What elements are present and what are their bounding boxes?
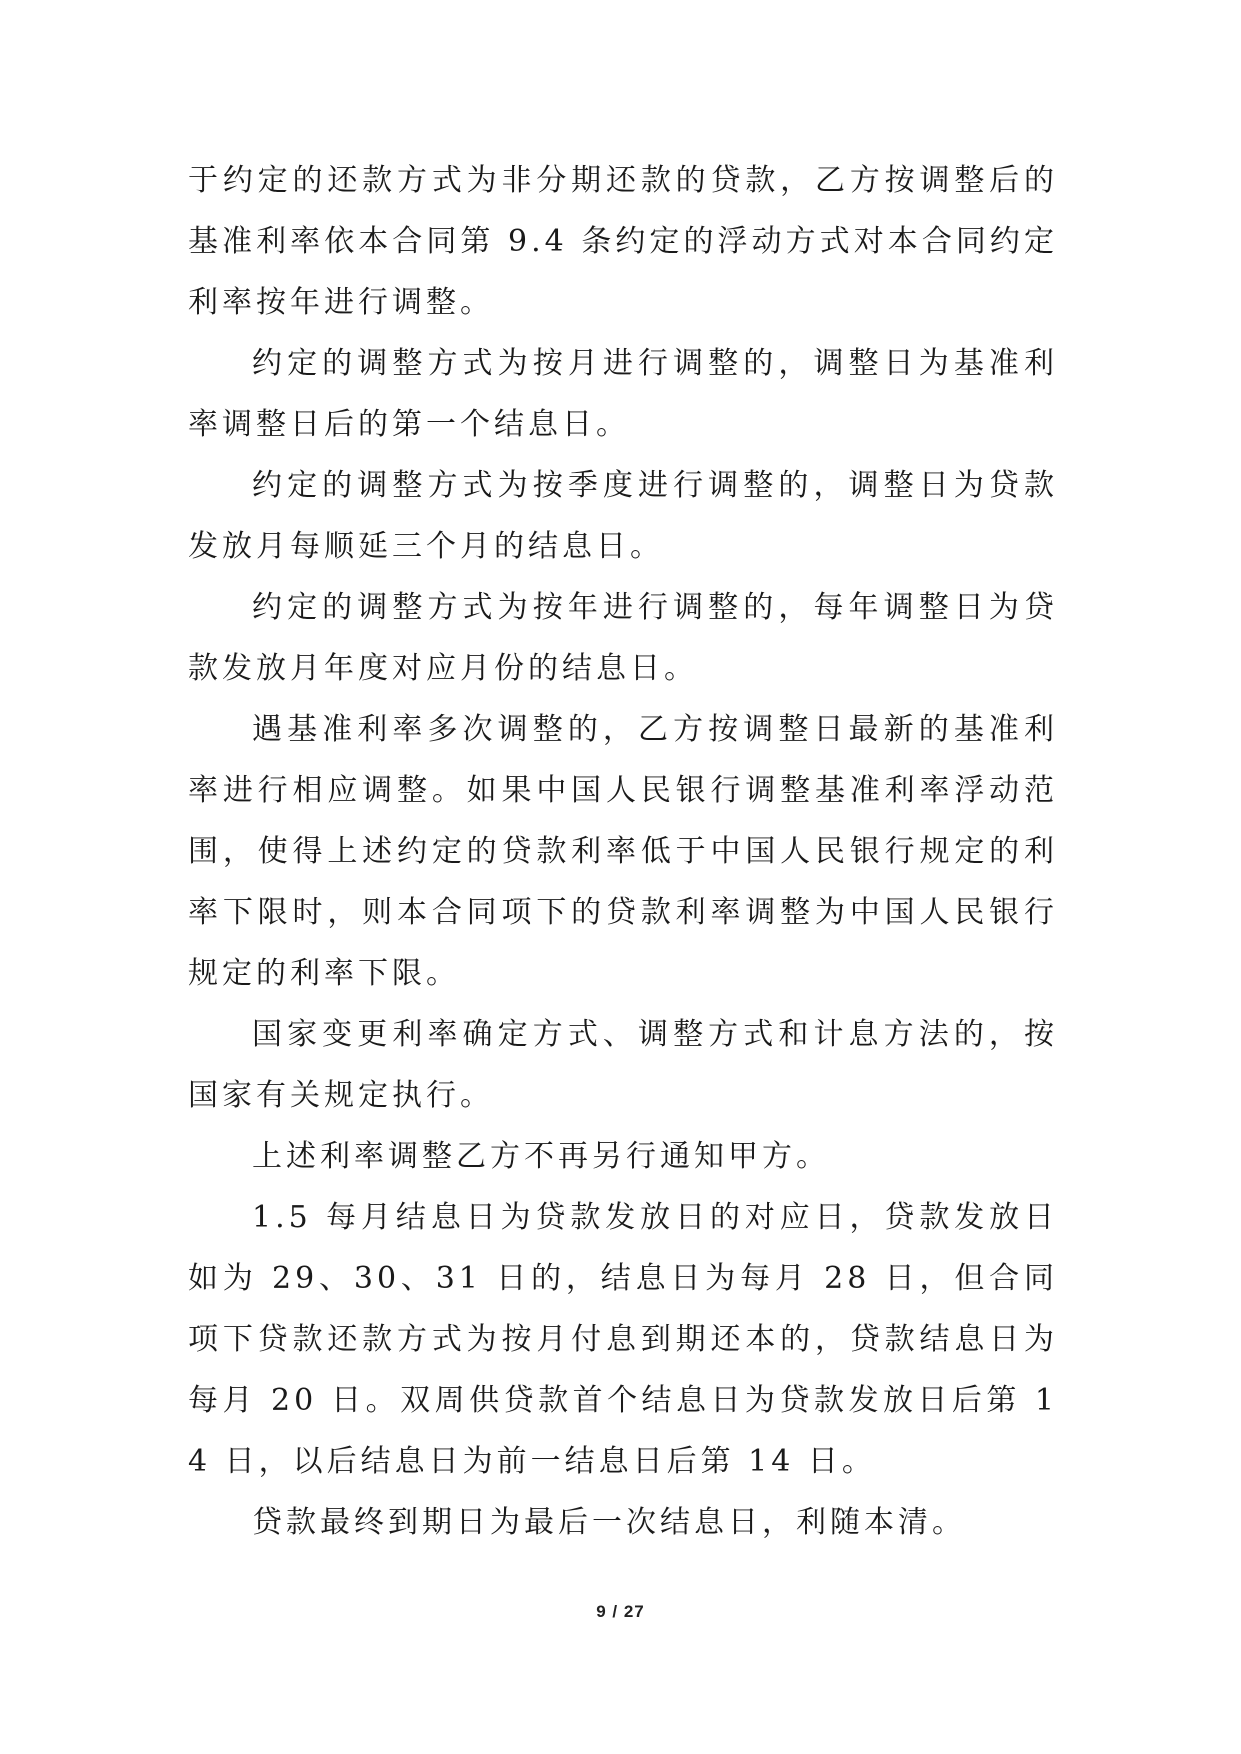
- paragraph-2: 约定的调整方式为按月进行调整的，调整日为基准利率调整日后的第一个结息日。: [188, 346, 1058, 442]
- paragraph-6: 国家变更利率确定方式、调整方式和计息方法的，按国家有关规定执行。: [188, 1017, 1058, 1113]
- paragraph-9: 贷款最终到期日为最后一次结息日，利随本清。: [252, 1505, 966, 1540]
- paragraph-8: 1.5 每月结息日为贷款发放日的对应日，贷款发放日如为 29、30、31 日的，结息日为每月 28 日，但合同项下贷款还款方式为按月付息到期还本的，贷款结息日为每月 20 日。双周供贷款首个结息日为贷款发放日后第 14 日，以后结息日为前一结息日后第 14 日。: [188, 1200, 1058, 1479]
- paragraph-1: 于约定的还款方式为非分期还款的贷款，乙方按调整后的基准利率依本合同第 9.4 条约定的浮动方式对本合同约定利率按年进行调整。: [188, 163, 1058, 320]
- page-number: 9 / 27: [596, 1602, 645, 1621]
- paragraph-7: 上述利率调整乙方不再另行通知甲方。: [252, 1139, 830, 1174]
- paragraph-5: 遇基准利率多次调整的，乙方按调整日最新的基准利率进行相应调整。如果中国人民银行调整基准利率浮动范围，使得上述约定的贷款利率低于中国人民银行规定的利率下限时，则本合同项下的贷款利率调整为中国人民银行规定的利率下限。: [188, 712, 1058, 991]
- paragraph-4: 约定的调整方式为按年进行调整的，每年调整日为贷款发放月年度对应月份的结息日。: [188, 590, 1058, 686]
- document-body: [188, 150, 1058, 1553]
- paragraph-3: 约定的调整方式为按季度进行调整的，调整日为贷款发放月每顺延三个月的结息日。: [188, 468, 1058, 564]
